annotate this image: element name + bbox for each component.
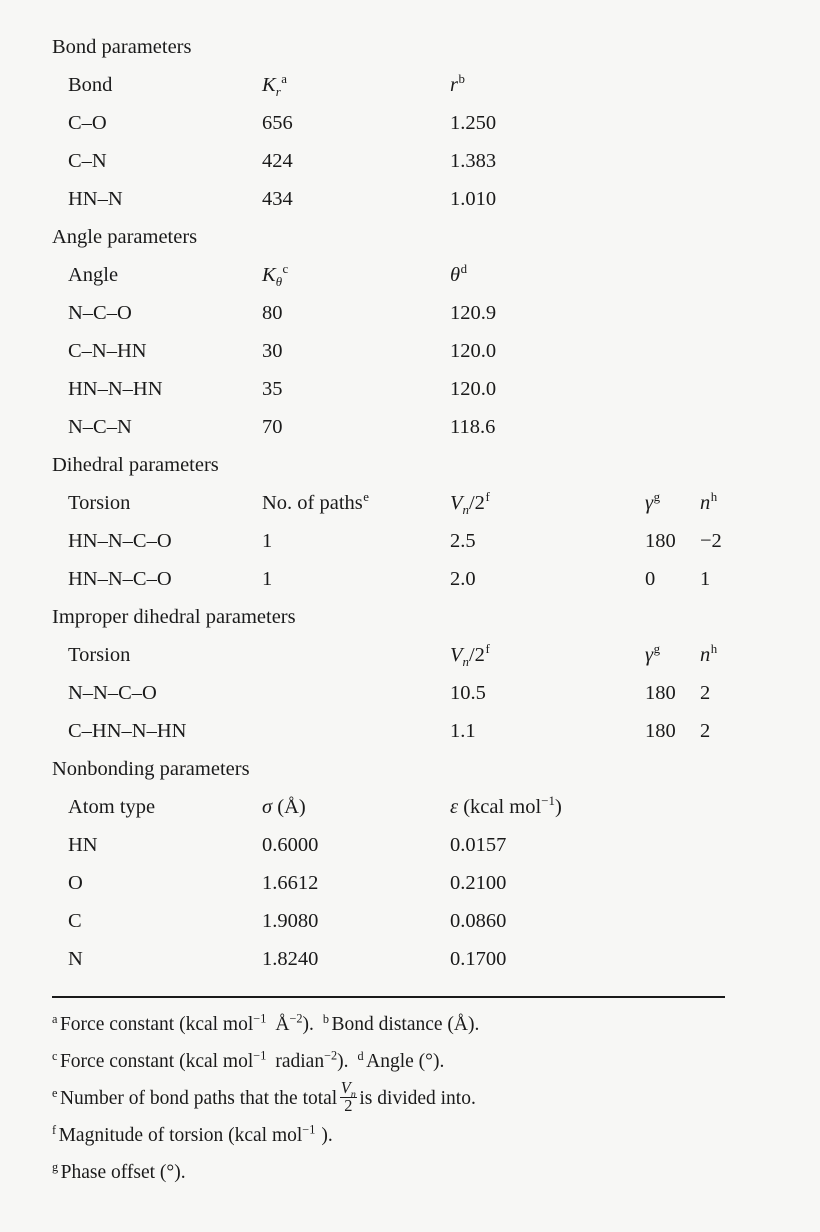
footnote-e-text-pre: Number of bond paths that the total — [59, 1088, 338, 1109]
section-title: Improper dihedral parameters — [52, 606, 296, 628]
bond-label: C–O — [68, 112, 107, 134]
column-header-row-improper — [52, 636, 772, 674]
vn-over-2-fraction — [340, 1080, 357, 1114]
footnote-a-b — [52, 1006, 792, 1043]
footnote-a-sup2: −2 — [289, 1011, 303, 1026]
bond-kr: 424 — [262, 150, 293, 172]
table-row — [52, 142, 772, 180]
footnote-g-text: Phase offset (°). — [60, 1162, 186, 1183]
table-row — [52, 180, 772, 218]
force-field-parameter-table — [52, 28, 772, 978]
table-row — [52, 370, 772, 408]
section-title: Nonbonding parameters — [52, 758, 250, 780]
footnote-c-text-pre: Force constant (kcal mol — [59, 1051, 254, 1072]
improper-empty — [262, 674, 450, 712]
table-row — [52, 294, 772, 332]
angle-theta: 120.0 — [450, 378, 497, 400]
angle-ktheta: 30 — [262, 340, 283, 362]
footnote-marker-d: d — [357, 1048, 364, 1063]
section-header-improper-dihedral — [52, 598, 772, 636]
col-header-gamma: γ$^g$ — [645, 489, 661, 514]
col-header-vn2: $V_n/2^f$ — [450, 641, 490, 670]
atom-sigma: 1.9080 — [262, 910, 319, 932]
footnote-b-text: Bond distance (Å). — [331, 1014, 480, 1035]
angle-theta: 120.0 — [450, 340, 497, 362]
col-header-no-of-paths: No. of paths$^e$ — [262, 489, 370, 514]
atom-type-label: O — [68, 872, 83, 894]
table-row — [52, 408, 772, 446]
footnote-c-d — [52, 1043, 792, 1080]
bond-kr: 656 — [262, 112, 293, 134]
table-bottom-rule — [52, 996, 725, 998]
fraction-denominator: 2 — [344, 1095, 353, 1115]
angle-label: N–C–N — [68, 416, 132, 438]
section-header-dihedral — [52, 446, 772, 484]
atom-epsilon: 0.2100 — [450, 872, 507, 894]
col-header-kr: $K_r^a$ — [262, 71, 287, 100]
table-row — [52, 332, 772, 370]
footnote-marker-g: g — [52, 1159, 59, 1174]
col-header-sigma: σ (Å) — [262, 796, 306, 818]
atom-type-label: N — [68, 948, 83, 970]
angle-ktheta: 70 — [262, 416, 283, 438]
torsion-n: −2 — [700, 530, 722, 552]
footnote-marker-b: b — [322, 1011, 330, 1026]
footnote-f — [52, 1117, 792, 1154]
torsion-paths: 1 — [262, 530, 273, 552]
torsion-label: HN–N–C–O — [68, 530, 172, 552]
col-header-torsion: Torsion — [68, 492, 131, 514]
section-title: Bond parameters — [52, 36, 192, 58]
torsion-vn2: 2.0 — [450, 568, 476, 590]
bond-r: 1.250 — [450, 112, 497, 134]
col-header-atom-type: Atom type — [68, 796, 156, 818]
bond-label: HN–N — [68, 188, 123, 210]
footnote-marker-e: e — [52, 1085, 58, 1100]
footnote-e-text-post: is divided into. — [359, 1088, 476, 1109]
column-header-row-nonbonding — [52, 788, 772, 826]
angle-label: C–N–HN — [68, 340, 147, 362]
atom-sigma: 1.6612 — [262, 872, 319, 894]
bond-label: C–N — [68, 150, 107, 172]
section-header-angle — [52, 218, 772, 256]
table-row — [52, 674, 772, 712]
bond-kr: 434 — [262, 188, 293, 210]
col-header-n: n$^h$ — [700, 641, 718, 666]
table-row — [52, 712, 772, 750]
col-header-n: n$^h$ — [700, 489, 718, 514]
angle-theta: 120.9 — [450, 302, 497, 324]
section-header-bond — [52, 28, 772, 66]
col-header-bond: Bond — [68, 74, 113, 96]
angle-ktheta: 80 — [262, 302, 283, 324]
footnote-g — [52, 1154, 792, 1191]
footnote-marker-f: f — [52, 1122, 57, 1137]
col-header-r: r$^b$ — [450, 71, 465, 96]
torsion-paths: 1 — [262, 568, 273, 590]
atom-sigma: 1.8240 — [262, 948, 319, 970]
improper-n: 2 — [700, 720, 711, 742]
footnote-a-text-post: ). — [302, 1014, 314, 1035]
footnote-d-text: Angle (°). — [366, 1051, 445, 1072]
bond-r: 1.383 — [450, 150, 497, 172]
atom-epsilon: 0.1700 — [450, 948, 507, 970]
table-row — [52, 902, 772, 940]
column-header-row-bond — [52, 66, 772, 104]
table-row — [52, 104, 772, 142]
footnote-marker-a: a — [52, 1011, 58, 1026]
col-header-torsion: Torsion — [68, 644, 131, 666]
angle-label: N–C–O — [68, 302, 132, 324]
torsion-label: HN–N–C–O — [68, 568, 172, 590]
improper-vn2: 1.1 — [450, 720, 476, 742]
footnote-e — [52, 1080, 792, 1117]
improper-empty — [262, 712, 450, 750]
angle-ktheta: 35 — [262, 378, 283, 400]
footnote-a-text-pre: Force constant (kcal mol — [59, 1014, 254, 1035]
torsion-gamma: 180 — [645, 530, 676, 552]
section-title: Angle parameters — [52, 226, 198, 248]
footnote-f-text-pre: Magnitude of torsion (kcal mol — [58, 1125, 303, 1146]
atom-epsilon: 0.0860 — [450, 910, 507, 932]
section-title: Dihedral parameters — [52, 454, 219, 476]
footnote-a-mid: Å — [275, 1014, 290, 1035]
col-header-gamma: γ$^g$ — [645, 641, 661, 666]
col-header-vn2: $V_n/2^f$ — [450, 489, 490, 518]
table-row — [52, 522, 772, 560]
column-header-row-angle — [52, 256, 772, 294]
fraction-numerator: V — [340, 1078, 351, 1098]
improper-label: N–N–C–O — [68, 682, 157, 704]
table-row — [52, 826, 772, 864]
footnote-c-text-post: ). — [337, 1051, 349, 1072]
footnotes-block — [52, 1006, 792, 1191]
footnote-f-text-post: ). — [321, 1125, 333, 1146]
angle-theta: 118.6 — [450, 416, 496, 438]
atom-type-label: C — [68, 910, 82, 932]
col-header-epsilon: ε (kcal mol$^{-1}$) — [450, 793, 562, 818]
table-row — [52, 864, 772, 902]
col-header-angle: Angle — [68, 264, 119, 286]
section-header-nonbonding — [52, 750, 772, 788]
bond-r: 1.010 — [450, 188, 497, 210]
improper-n: 2 — [700, 682, 711, 704]
torsion-n: 1 — [700, 568, 711, 590]
footnote-marker-c: c — [52, 1048, 58, 1063]
footnote-a-sup1: −1 — [253, 1011, 267, 1026]
atom-type-label: HN — [68, 834, 98, 856]
improper-gamma: 180 — [645, 682, 676, 704]
col-header-ktheta: $K_\theta^c$ — [262, 261, 289, 290]
col-header-empty — [262, 636, 450, 674]
torsion-gamma: 0 — [645, 568, 656, 590]
improper-label: C–HN–N–HN — [68, 720, 187, 742]
column-header-row-dihedral — [52, 484, 772, 522]
col-header-theta: θ$^d$ — [450, 261, 468, 286]
torsion-vn2: 2.5 — [450, 530, 476, 552]
angle-label: HN–N–HN — [68, 378, 163, 400]
atom-epsilon: 0.0157 — [450, 834, 507, 856]
table-row — [52, 940, 772, 978]
improper-vn2: 10.5 — [450, 682, 486, 704]
footnote-c-sup1: −1 — [253, 1048, 267, 1063]
table-row — [52, 560, 772, 598]
improper-gamma: 180 — [645, 720, 676, 742]
footnote-c-mid: radian — [275, 1051, 325, 1072]
footnote-c-sup2: −2 — [324, 1048, 338, 1063]
footnote-f-sup1: −1 — [302, 1122, 316, 1137]
atom-sigma: 0.6000 — [262, 834, 319, 856]
fraction-numerator-subscript: n — [350, 1089, 356, 1101]
